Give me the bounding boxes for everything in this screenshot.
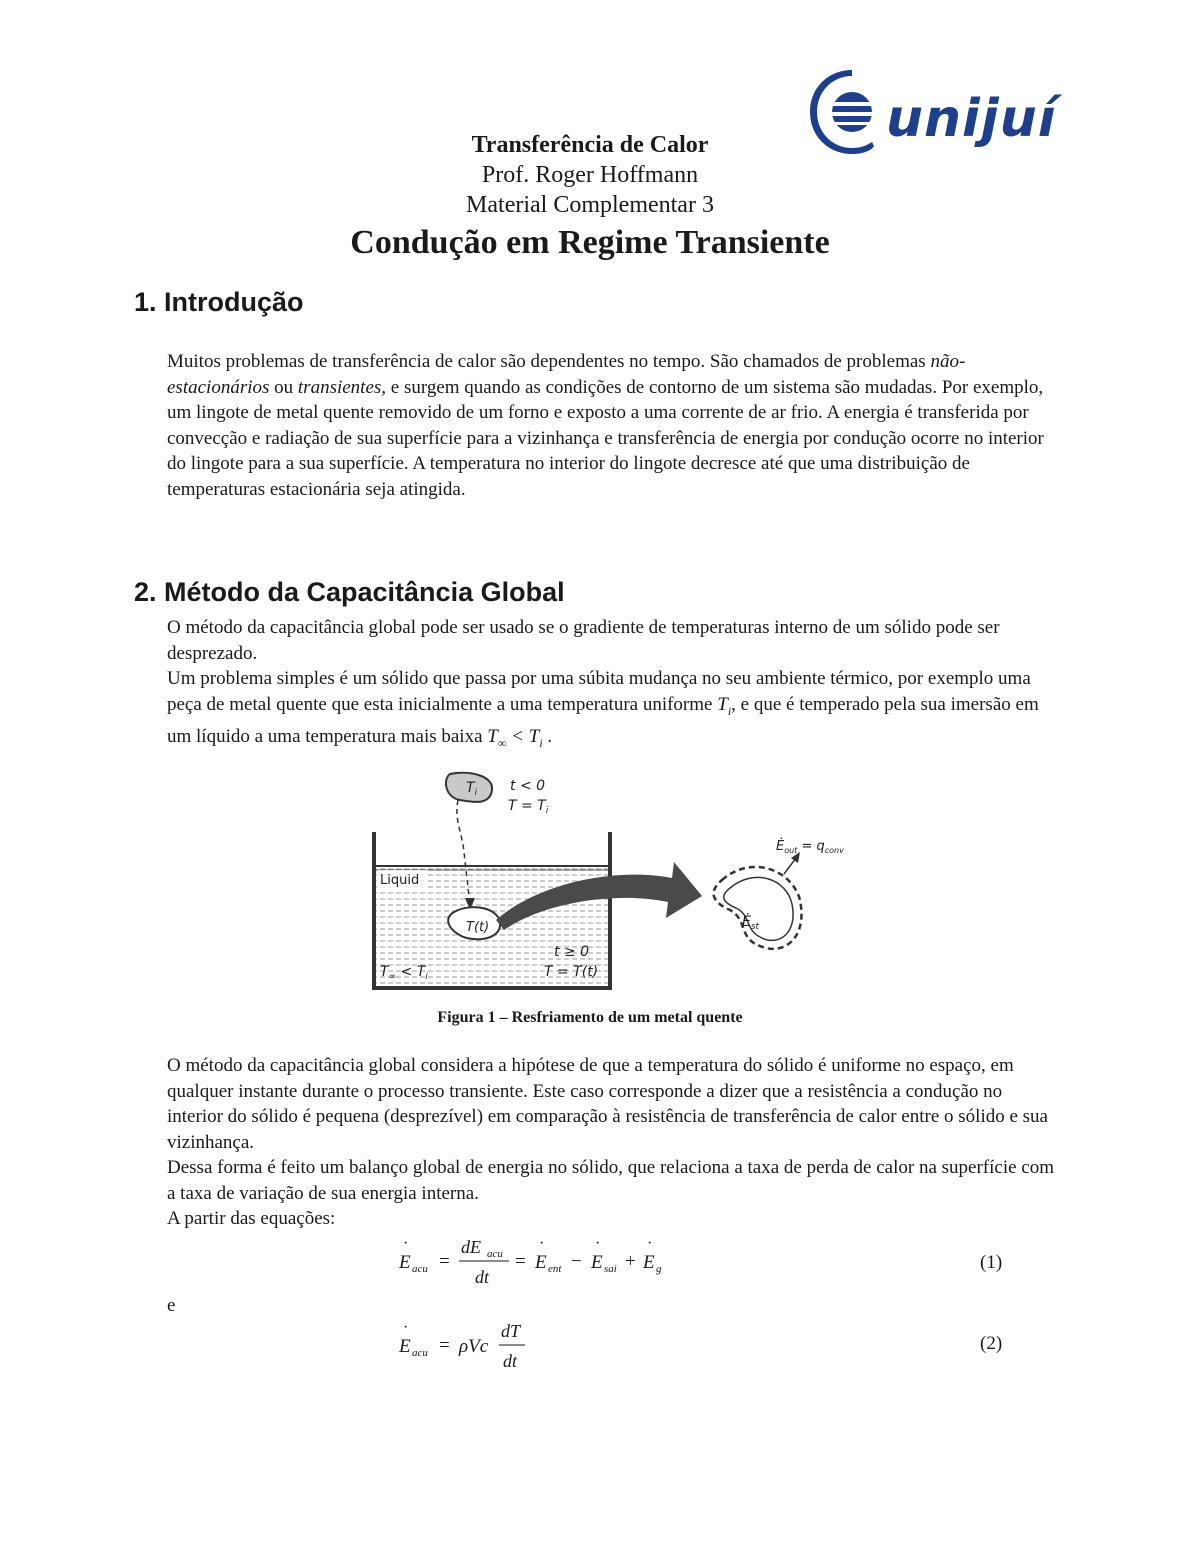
svg-text:−: − — [571, 1251, 582, 1272]
svg-text:dT: dT — [501, 1321, 521, 1341]
method-p2-text-a: Um problema simples é um sólido que passa por uma súbita mudança no seu ambiente térmico, por exemplo uma peça de metal quente que esta inicialmente a uma temperatura uniforme — [167, 668, 1031, 715]
svg-text:ent: ent — [548, 1263, 562, 1275]
equation-2 — [395, 1318, 595, 1374]
svg-text:dt: dt — [475, 1267, 490, 1287]
label-eout-qconv: $Ė_{out} = q_{conv}$ — [776, 839, 844, 855]
math-ti: $T_i$ — [717, 693, 732, 718]
label-t-ge0: t ≥ 0 — [554, 944, 590, 960]
method-paragraph-3: O método da capacitância global considera a hipótese de que a temperatura do sólido é uniforme no espaço, em qualquer instante durante o processo transiente. Este caso corresponde a dizer que a resistência a condução no interior do sólido é pequena (desprezível) em comparação à resistência de transferência de calor entre o sólido e sua vizinhança. — [167, 1055, 1048, 1153]
equation-1-number: (1) — [980, 1252, 1003, 1273]
svg-text:g: g — [656, 1263, 662, 1275]
label-ti: $T_i$ — [466, 780, 478, 798]
course-title: Transferência de Calor — [471, 132, 709, 158]
svg-text:=: = — [515, 1251, 526, 1272]
svg-text:·: · — [595, 1235, 601, 1252]
svg-text:·: · — [539, 1235, 545, 1252]
method-paragraph-4: Dessa forma é feito um balanço global de energia no sólido, que relaciona a taxa de perda de calor na superfície com a taxa de variação de sua energia interna. — [167, 1157, 1054, 1204]
connector-e: e — [167, 1295, 176, 1316]
svg-text:E: E — [399, 1336, 411, 1357]
svg-text:sai: sai — [604, 1263, 617, 1275]
svg-text:=: = — [439, 1251, 450, 1272]
label-tinf-lt-ti: $T_\infty < T_i$ — [380, 964, 428, 982]
svg-text:acu: acu — [487, 1248, 503, 1260]
method-paragraph-1: O método da capacitância global pode ser usado se o gradiente de temperaturas interno de um sólido pode ser desprezado. — [167, 617, 1000, 664]
method-p2-text-c: . — [542, 725, 553, 747]
document-title: Condução em Regime Transiente — [350, 224, 830, 261]
label-t-eq-ti: $T = T_i$ — [508, 798, 549, 816]
svg-text:=: = — [439, 1335, 450, 1356]
label-t-lt0: t < 0 — [510, 778, 546, 794]
svg-text:acu: acu — [412, 1347, 428, 1359]
intro-text-c: ou — [269, 376, 298, 398]
energy-out-arrow — [784, 858, 796, 874]
label-tt: T(t) — [466, 920, 490, 935]
intro-text-e: e surgem quando as condições de contorno de um sistema são mudadas. Por exemplo, um lingote de metal quente removido de um forno e exposto a uma corrente de ar frio. A energia é transferida por convecção e radiação de sua superfície para a vizinhança e transferência de energia por condução ocorre no interior do lingote para a sua superfície. A temperatura no interior do lingote decresce até que uma distribuição de temperaturas estacionária seja atingida. — [167, 376, 1044, 500]
svg-text:ρVc: ρVc — [459, 1336, 489, 1357]
label-t-eq-tt: T = T(t) — [544, 964, 599, 980]
section-heading-introducao: 1. Introdução — [134, 287, 304, 317]
intro-text-nao-estacionarios: não-estacionários — [167, 351, 966, 398]
svg-text:E: E — [643, 1252, 655, 1273]
svg-text:dt: dt — [503, 1351, 518, 1371]
equation-1 — [395, 1234, 695, 1290]
svg-text:E: E — [399, 1252, 411, 1273]
svg-text:+: + — [625, 1251, 636, 1272]
math-tinf-lt-ti: $T_\infty < T_i$ — [487, 725, 543, 750]
method-paragraph-2 — [167, 666, 1057, 756]
method-p2-text-b: , e que é temperado pela sua imersão em um líquido a uma temperatura mais baixa — [167, 693, 1039, 747]
control-volume — [714, 867, 802, 949]
intro-paragraph — [167, 349, 1057, 502]
svg-text:E: E — [591, 1252, 603, 1273]
svg-text:·: · — [403, 1319, 409, 1336]
figure-caption: Figura 1 – Resfriamento de um metal quente — [437, 1009, 743, 1026]
equation-2-number: (2) — [980, 1333, 1003, 1354]
svg-text:·: · — [647, 1235, 653, 1252]
intro-text-transientes: transientes, — [297, 376, 387, 398]
section-heading-capacitancia: 2. Método da Capacitância Global — [134, 577, 565, 607]
svg-text:dE: dE — [461, 1237, 481, 1257]
label-est: $Ė_{st}$ — [742, 914, 760, 932]
method-paragraph-5: A partir das equações: — [167, 1208, 336, 1229]
intro-text-a: Muitos problemas de transferência de calor são dependentes no tempo. São chamados de problemas — [167, 351, 931, 372]
svg-text:·: · — [403, 1235, 409, 1252]
svg-text:acu: acu — [412, 1263, 428, 1275]
label-liquid: Liquid — [380, 873, 420, 888]
figure-cooling-metal — [372, 770, 862, 992]
material-label: Material Complementar 3 — [466, 192, 714, 218]
svg-text:E: E — [535, 1252, 547, 1273]
professor-name: Prof. Roger Hoffmann — [481, 162, 699, 188]
logo-text: unijuí — [886, 89, 1057, 149]
